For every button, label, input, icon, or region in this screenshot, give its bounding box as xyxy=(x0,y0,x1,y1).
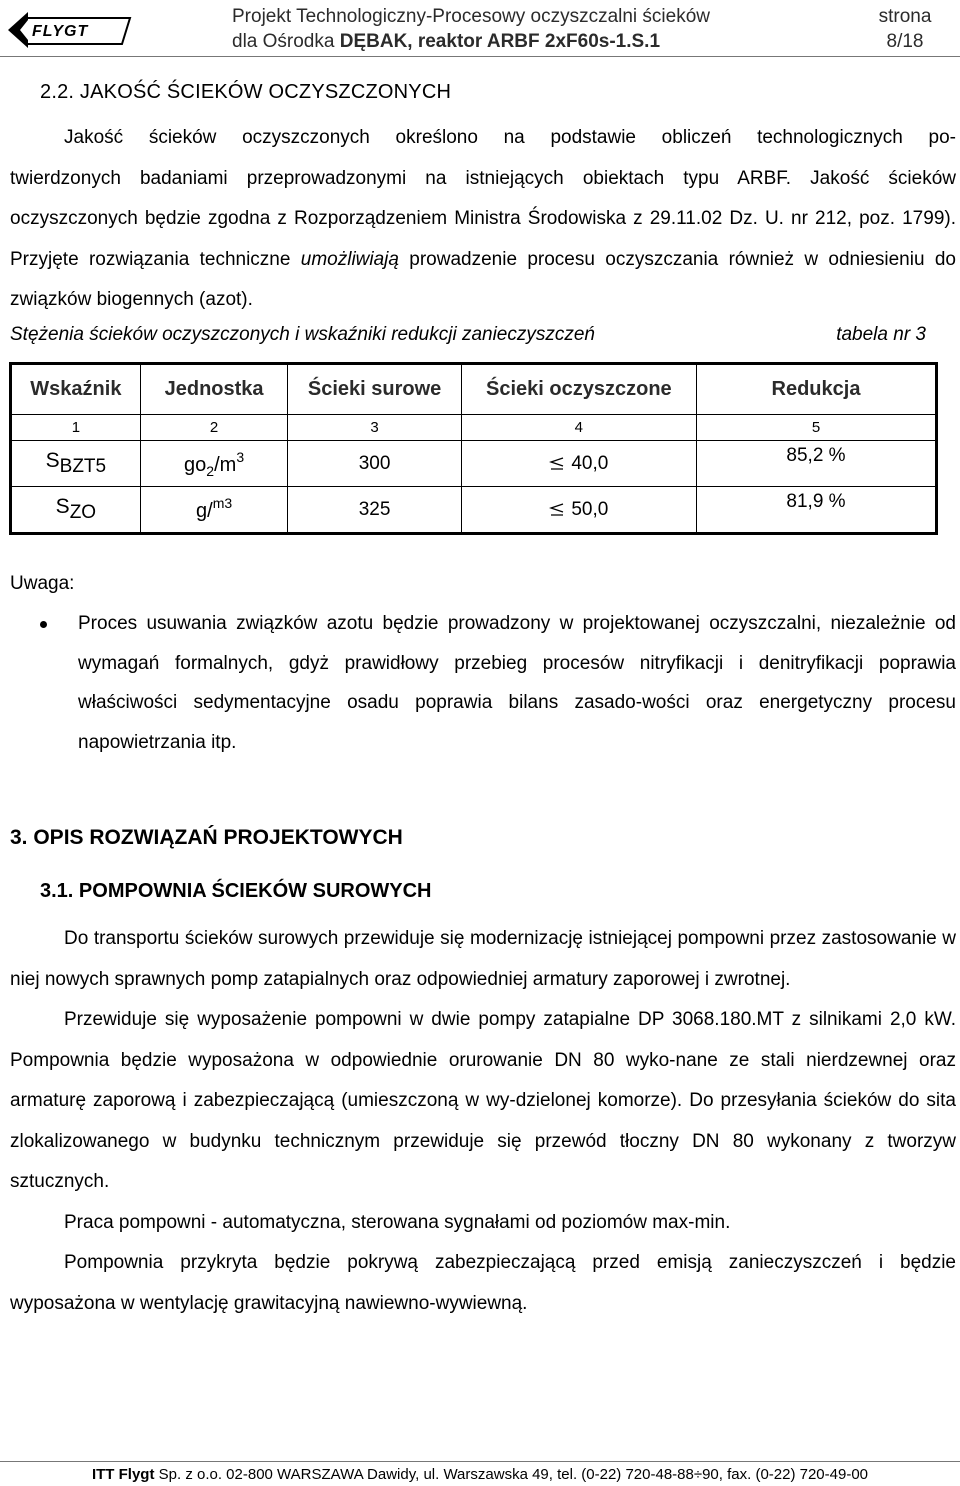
paragraph: Pompownia przykryta będzie pokrywą zabezpieczającą przed emisją zanieczyszczeń i będzie wyposażona w wentylację grawitacyjną nawiewno-wywiewną. xyxy=(10,1252,956,1314)
title-line-2: dla Ośrodka DĘBAK, reaktor ARBF 2xF60s-1.S.1 xyxy=(232,31,661,52)
column-number: 3 xyxy=(288,415,461,441)
page-label: strona xyxy=(878,6,932,27)
reduction-cell: 81,9 % xyxy=(696,487,936,534)
table-header-row xyxy=(11,364,937,415)
treated-value-cell: 50,0 xyxy=(461,487,696,534)
header-cell: Redukcja xyxy=(696,364,936,415)
table-caption-text: Stężenia ścieków oczyszczonych i wskaźniki redukcji zanieczyszczeń xyxy=(10,324,596,345)
footer-divider xyxy=(0,1461,960,1462)
unit-cell: $go_2/m^3$ xyxy=(140,441,288,487)
footer: ITT Flygt Sp. z o.o. 02-800 WARSZAWA Dawidy, ul. Warszawska 49, tel. (0-22) 720-48-88÷90, fax. (0-22) 720-49-00 xyxy=(91,1466,869,1483)
less-or-equal-icon xyxy=(549,457,565,470)
note-label: Uwaga: xyxy=(10,573,75,594)
column-number: 2 xyxy=(140,415,288,441)
header-divider xyxy=(0,56,960,57)
logo-wordmark: FLYGT xyxy=(32,23,89,40)
indicator-cell: SZO xyxy=(11,487,141,534)
treated-value-cell: 40,0 xyxy=(461,441,696,487)
bullet-icon xyxy=(40,621,47,628)
document-title xyxy=(232,4,710,54)
section-heading-2-2: 2.2. JAKOŚĆ ŚCIEKÓW OCZYSZCZONYCH xyxy=(40,81,452,103)
table-row xyxy=(11,441,937,487)
paragraph: Przewiduje się wyposażenie pompowni w dwie pompy zatapialne DP 3068.180.MT z silnikami 2,0 kW. Pompownia będzie wyposażona w odpowiednie orurowanie DN 80 wyko-nane ze stali nierdzewnej oraz armaturę zaporową i zabezpieczającą (umieszczoną w wy-dzielonej komorze). Do przesyłania ścieków do sita zlokalizowanego w budynku technicznym przewiduje się przewód tłoczny DN 80 wykonany z tworzyw sztucznych. xyxy=(10,1009,956,1192)
header-cell: Jednostka xyxy=(140,364,288,415)
reduction-cell: 85,2 % xyxy=(696,441,936,487)
quality-table xyxy=(9,362,938,535)
page-indicator xyxy=(868,4,942,54)
flygt-logo xyxy=(6,8,136,52)
section-heading-3-1: 3.1. POMPOWNIA ŚCIEKÓW SUROWYCH xyxy=(40,880,432,902)
section-3-1-body xyxy=(10,919,956,1324)
column-number: 1 xyxy=(11,415,141,441)
column-number: 4 xyxy=(461,415,696,441)
raw-value-cell: 325 xyxy=(288,487,461,534)
raw-value-cell: 300 xyxy=(288,441,461,487)
section-heading-3: 3. OPIS ROZWIĄZAŃ PROJEKTOWYCH xyxy=(10,826,403,849)
table-row xyxy=(11,487,937,534)
page-number: 8/18 xyxy=(886,31,924,52)
header-cell: Ścieki surowe xyxy=(288,364,461,415)
title-line-1: Projekt Technologiczny-Procesowy oczyszczalni ścieków xyxy=(232,6,711,27)
paragraph: Do transportu ścieków surowych przewiduje się modernizację istniejącej pompowni przez zastosowanie w niej nowych sprawnych pomp zatapialnych oraz odpowiedniej armatury zaporowej i zwrotnej. xyxy=(10,928,956,990)
paragraph-quality: Jakość ścieków oczyszczonych określono na podstawie obliczeń technologicznych po- twierdzonych badaniami przeprowadzonymi na istniejących obiektach typu ARBF. Jakość ścieków oczyszczonych będzie zgodna z Rozporządzeniem Ministra Środowiska z 29.11.02 Dz. U. nr 212, poz. 1799). Przyjęte rozwiązania techniczne umożliwiają prowadzenie procesu oczyszczania również w odniesieniu do związków biogennych (azot). xyxy=(10,127,956,310)
less-or-equal-icon xyxy=(549,503,565,516)
unit-cell: g/$^{m3}$ xyxy=(140,487,288,534)
header-cell: Ścieki oczyszczone xyxy=(461,364,696,415)
indicator-cell: SBZT5 xyxy=(11,441,141,487)
table-caption xyxy=(10,320,926,350)
table-number-row xyxy=(11,415,937,441)
table-number: tabela nr 3 xyxy=(836,324,926,345)
header-cell: Wskaźnik xyxy=(11,364,141,415)
column-number: 5 xyxy=(696,415,936,441)
paragraph: Praca pompowni - automatyczna, sterowana sygnałami od poziomów max-min. xyxy=(64,1211,731,1233)
note-bullet-text: Proces usuwania związków azotu będzie prowadzony w projektowanej oczyszczalni, niezależnie od wymagań formalnych, gdyż prawidłowy przebieg procesów nitryfikacji i denitryfikacji poprawia właściwości sedymentacyjne osadu poprawia bilans zasado-wości oraz energetyczny procesu napowietrzania itp. xyxy=(78,613,956,753)
